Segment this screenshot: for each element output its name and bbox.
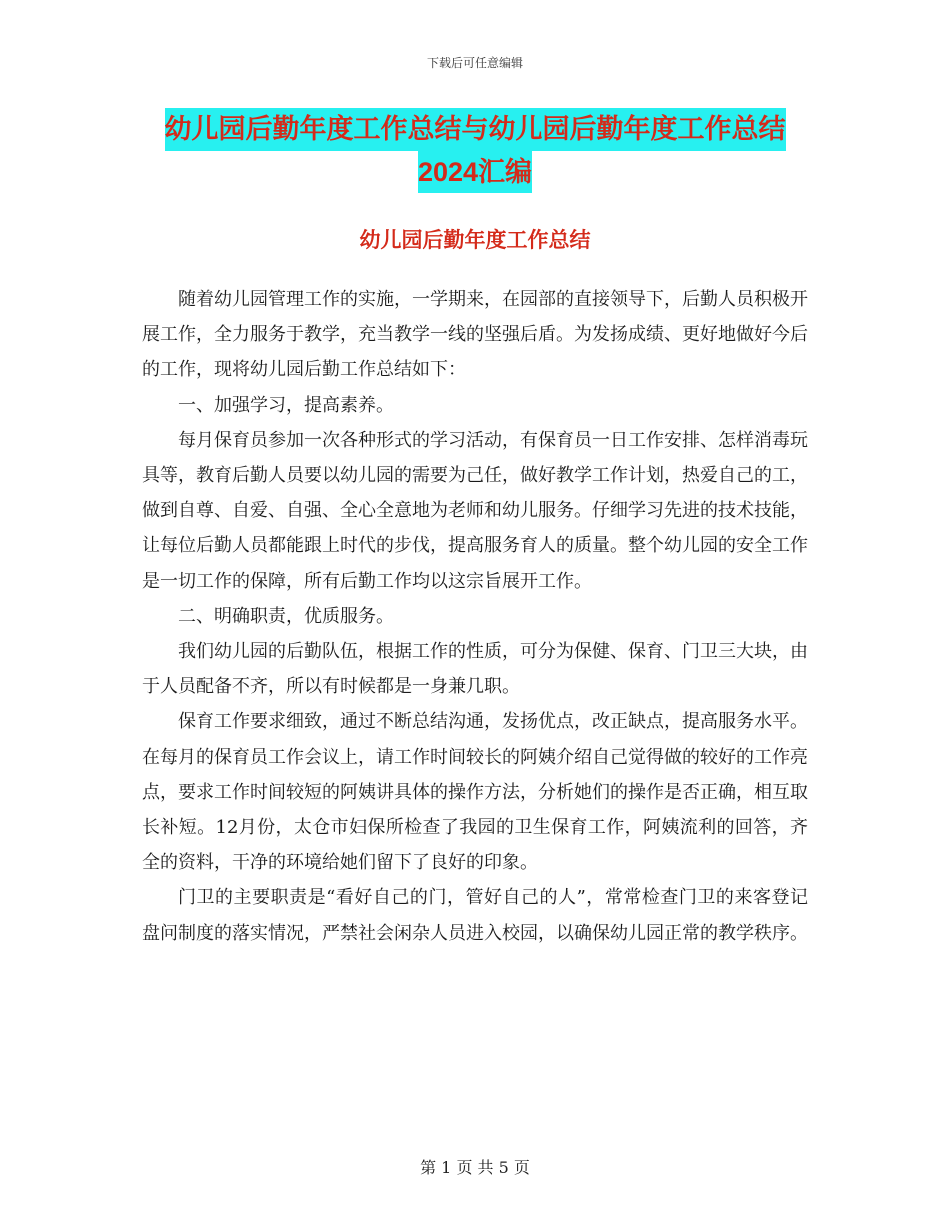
paragraph: 我们幼儿园的后勤队伍，根据工作的性质，可分为保健、保育、门卫三大块，由于人员配备不齐，所以有时候都是一身兼几职。 <box>142 641 808 698</box>
paragraph: 门卫的主要职责是“看好自己的门，管好自己的人”，常常检查门卫的来客登记盘问制度的落实情况，严禁社会闲杂人员进入校园，以确保幼儿园正常的教学秩序。 <box>142 887 808 944</box>
document-title-line2 <box>0 159 950 186</box>
section-title: 幼儿园后勤年度工作总结 <box>359 227 591 252</box>
title-highlight: 2024汇编 <box>418 151 532 193</box>
paragraph: 二、明确职责，优质服务。 <box>178 605 394 627</box>
paragraph: 一、加强学习，提高素养。 <box>178 394 394 416</box>
paragraph: 随着幼儿园管理工作的实施，一学期来，在园部的直接领导下，后勤人员积极开展工作，全力服务于教学，充当教学一线的坚强后盾。为发扬成绩、更好地做好今后的工作，现将幼儿园后勤工作总结如下： <box>142 289 808 381</box>
document-body <box>142 282 808 951</box>
title-highlight: 幼儿园后勤年度工作总结与幼儿园后勤年度工作总结 <box>165 108 786 151</box>
document-title-line1 <box>0 116 950 143</box>
header-note: 下载后可任意编辑 <box>426 56 523 70</box>
paragraph: 每月保育员参加一次各种形式的学习活动，有保育员一日工作安排、怎样消毒玩具等，教育后勤人员要以幼儿园的需要为己任，做好教学工作计划，热爱自己的工，做到自尊、自爱、自强、全心全意地为老师和幼儿服务。仔细学习先进的技术技能，让每位后勤人员都能跟上时代的步伐，提高服务育人的质量。整个幼儿园的安全工作是一切工作的保障，所有后勤工作均以这宗旨展开工作。 <box>142 429 808 592</box>
page-footer: 第 1 页 共 5 页 <box>420 1158 530 1177</box>
paragraph: 保育工作要求细致，通过不断总结沟通，发扬优点，改正缺点，提高服务水平。在每月的保育员工作会议上，请工作时间较长的阿姨介绍自己觉得做的较好的工作亮点，要求工作时间较短的阿姨讲具体的操作方法，分析她们的操作是否正确，相互取长补短。12月份，太仓市妇保所检查了我园的卫生保育工作，阿姨流利的回答，齐全的资料，干净的环境给她们留下了良好的印象。 <box>142 711 808 874</box>
